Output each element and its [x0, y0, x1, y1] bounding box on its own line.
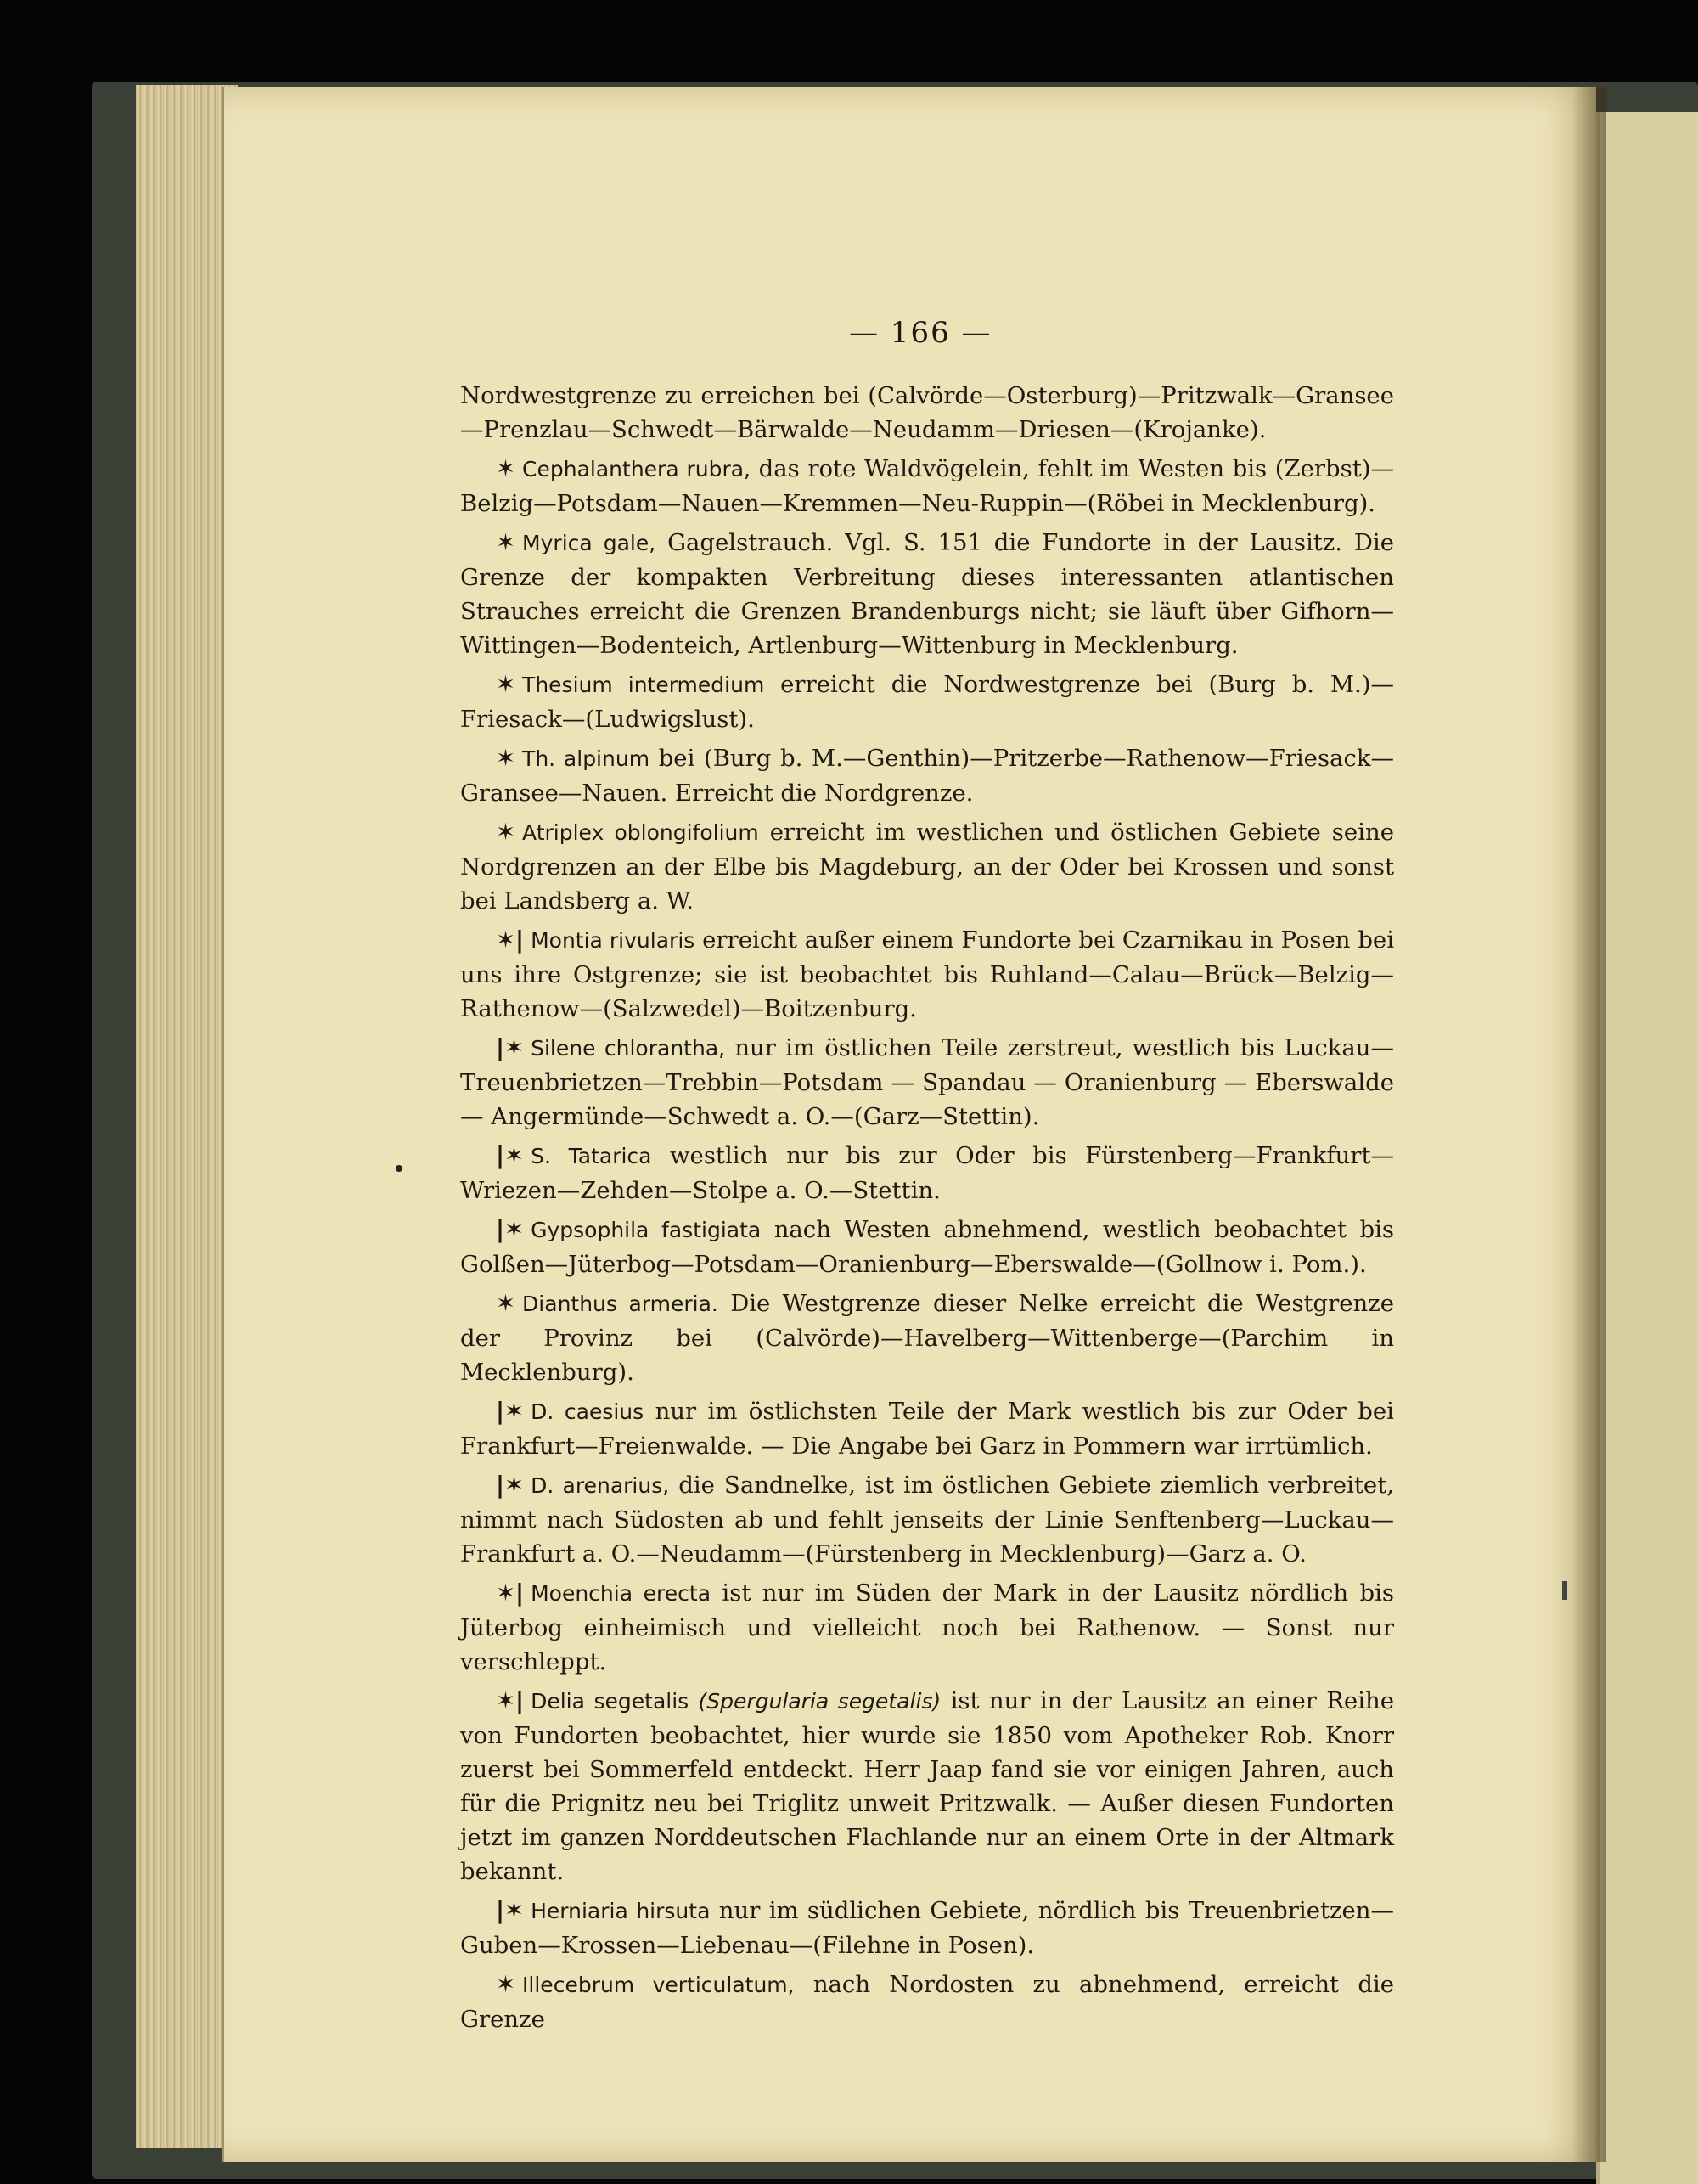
species-name: Silene chlorantha, [531, 1036, 726, 1061]
distribution-mark: |✶ [496, 1034, 525, 1061]
page-gutter-shadow [1572, 87, 1606, 2162]
facing-page-edge [1596, 112, 1698, 2184]
species-name: Th. alpinum [522, 746, 650, 771]
para-text: das rote Waldvögelein, fehlt im Westen bis (Zerbst)—Belzig—Potsdam—Nauen—Kremmen—Neu-Ruppin—(Röbei in Mecklenburg). [460, 455, 1394, 517]
page-body [460, 379, 1394, 2041]
para-text: erreicht außer einem Fundorte bei Czarnikau in Posen bei uns ihre Ostgrenze; sie ist beobachtet bis Ruhland—Calau—Brück—Belzig—Rathenow—(Salzwedel)—Boitzenburg. [460, 926, 1395, 1022]
species-name: Delia segetalis [531, 1689, 689, 1714]
species-name: Moenchia erecta [531, 1581, 711, 1606]
para-text: nach Nordosten zu abnehmend, erreicht die Grenze [460, 1971, 1394, 2033]
species-name: Gypsophila fastigiata [531, 1218, 762, 1242]
ink-mark [1562, 1581, 1567, 1600]
entry-cephalanthera [460, 452, 1394, 521]
distribution-mark: ✶ [496, 1971, 516, 1998]
distribution-mark: ✶| [496, 1687, 525, 1714]
entry-silene-tatarica [460, 1139, 1394, 1207]
para-text: nach Westen abnehmend, westlich beobachtet bis Golßen—Jüterbog—Potsdam—Oranienburg—Eberswalde—(Gollnow i. Pom.). [460, 1216, 1394, 1278]
entry-illecebrum [460, 1967, 1394, 2036]
distribution-mark: ✶ [496, 745, 516, 772]
distribution-mark: |✶ [496, 1897, 525, 1924]
distribution-mark: |✶ [496, 1472, 525, 1499]
entry-dianthus-caesius [460, 1394, 1394, 1463]
distribution-mark: |✶ [496, 1142, 525, 1169]
para-text: Gagelstrauch. Vgl. S. 151 die Fundorte in der Lausitz. Die Grenze der kompakten Verbreitung dieses interessanten atlantischen Strauches erreicht die Grenzen Brandenburgs nicht; sie läuft über Gifhorn—Wittingen—Bodenteich, Artlenburg—Wittenburg in Mecklenburg. [460, 529, 1394, 659]
species-name: Myrica gale, [522, 531, 656, 555]
species-name: Cephalanthera rubra, [522, 457, 751, 481]
species-name: Montia rivularis [531, 928, 695, 953]
synonym-name: (Spergularia segetalis) [698, 1689, 942, 1714]
entry-atriplex [460, 815, 1394, 918]
para-text: Die Westgrenze dieser Nelke erreicht die Westgrenze der Provinz bei (Calvörde)—Havelberg—Wittenberge—(Parchim in Mecklenburg). [460, 1290, 1394, 1386]
entry-myrica [460, 526, 1394, 662]
entry-delia [460, 1684, 1394, 1888]
para-text: westlich nur bis zur Oder bis Fürstenberg—Frankfurt—Wriezen—Zehden—Stolpe a. O.—Stettin. [460, 1142, 1394, 1204]
para-text: ist nur in der Lausitz an einer Reihe von Fundorten beobachtet, hier wurde sie 1850 vom Apotheker Rob. Knorr zuerst bei Sommerfeld entdeckt. Herr Jaap fand sie vor einigen Jahren, auch für die Prignitz neu bei Triglitz unweit Pritzwalk. — Außer diesen Fundorten jetzt im ganzen Norddeutschen Flachlande nur an einem Orte in der Altmark bekannt. [460, 1687, 1394, 1885]
entry-moenchia [460, 1576, 1394, 1679]
para-text: erreicht im westlichen und östlichen Gebiete seine Nordgrenzen an der Elbe bis Magdeburg, an der Oder bei Krossen und sonst bei Landsberg a. W. [460, 819, 1394, 915]
distribution-mark: |✶ [496, 1216, 525, 1243]
distribution-mark: ✶ [496, 819, 516, 846]
distribution-mark: ✶ [496, 671, 516, 698]
species-name: D. caesius [531, 1399, 644, 1424]
species-name: D. arenarius, [531, 1473, 670, 1498]
species-name: S. Tatarica [531, 1144, 652, 1168]
para-text: die Sandnelke, ist im östlichen Gebiete ziemlich verbreitet, nimmt nach Südosten ab und fehlt jenseits der Linie Senftenberg—Luckau—Frankfurt a. O.—Neudamm—(Fürstenberg in Mecklenburg)—Garz a. O. [460, 1472, 1394, 1568]
entry-montia [460, 923, 1394, 1026]
page-number: — 166 — [849, 316, 992, 350]
entry-th-alpinum [460, 741, 1394, 810]
para-text: ist nur im Süden der Mark in der Lausitz nördlich bis Jüterbog einheimisch und vielleicht noch bei Rathenow. — Sonst nur verschleppt. [460, 1579, 1394, 1675]
distribution-mark: ✶| [496, 926, 525, 954]
entry-herniaria [460, 1894, 1394, 1962]
para-text: nur im östlichsten Teile der Mark westlich bis zur Oder bei Frankfurt—Freienwalde. — Die Angabe bei Garz in Pommern war irrtümlich. [460, 1398, 1394, 1460]
para-text: nur im südlichen Gebiete, nördlich bis Treuenbrietzen—Guben—Krossen—Liebenau—(Filehne in Posen). [460, 1897, 1394, 1959]
entry-dianthus-armeria [460, 1286, 1394, 1389]
distribution-mark: ✶ [496, 1290, 516, 1317]
entry-dianthus-arenarius [460, 1468, 1394, 1571]
para-text: nur im östlichen Teile zerstreut, westlich bis Luckau—Treuenbrietzen—Trebbin—Potsdam — Spandau — Oranienburg — Eberswalde — Angermünde—Schwedt a. O.—(Garz—Stettin). [460, 1034, 1394, 1130]
para-text: Nordwestgrenze zu erreichen bei (Calvörde—Osterburg)—Pritzwalk—Gransee—Prenzlau—Schwedt—Bärwalde—Neudamm—Driesen—(Krojanke). [460, 382, 1394, 443]
paragraph-continuation [460, 379, 1394, 447]
species-name: Dianthus armeria. [522, 1292, 718, 1316]
para-text: erreicht die Nordwestgrenze bei (Burg b. M.)—Friesack—(Ludwigslust). [460, 671, 1395, 733]
species-name: Atriplex oblongifolium [522, 820, 759, 845]
distribution-mark: |✶ [496, 1398, 525, 1425]
distribution-mark: ✶ [496, 455, 516, 482]
species-name: Thesium intermedium [522, 673, 765, 697]
species-name: Herniaria hirsuta [531, 1899, 711, 1923]
distribution-mark: ✶ [496, 529, 516, 556]
species-name: Illecebrum verticulatum, [522, 1973, 795, 1997]
distribution-mark: ✶| [496, 1579, 525, 1607]
entry-gypsophila [460, 1213, 1394, 1281]
para-text: bei (Burg b. M.—Genthin)—Pritzerbe—Rathenow—Friesack—Gransee—Nauen. Erreicht die Nordgrenze. [460, 745, 1395, 807]
entry-thesium [460, 667, 1394, 736]
entry-silene-chlorantha [460, 1031, 1394, 1134]
ink-dot [396, 1165, 402, 1172]
